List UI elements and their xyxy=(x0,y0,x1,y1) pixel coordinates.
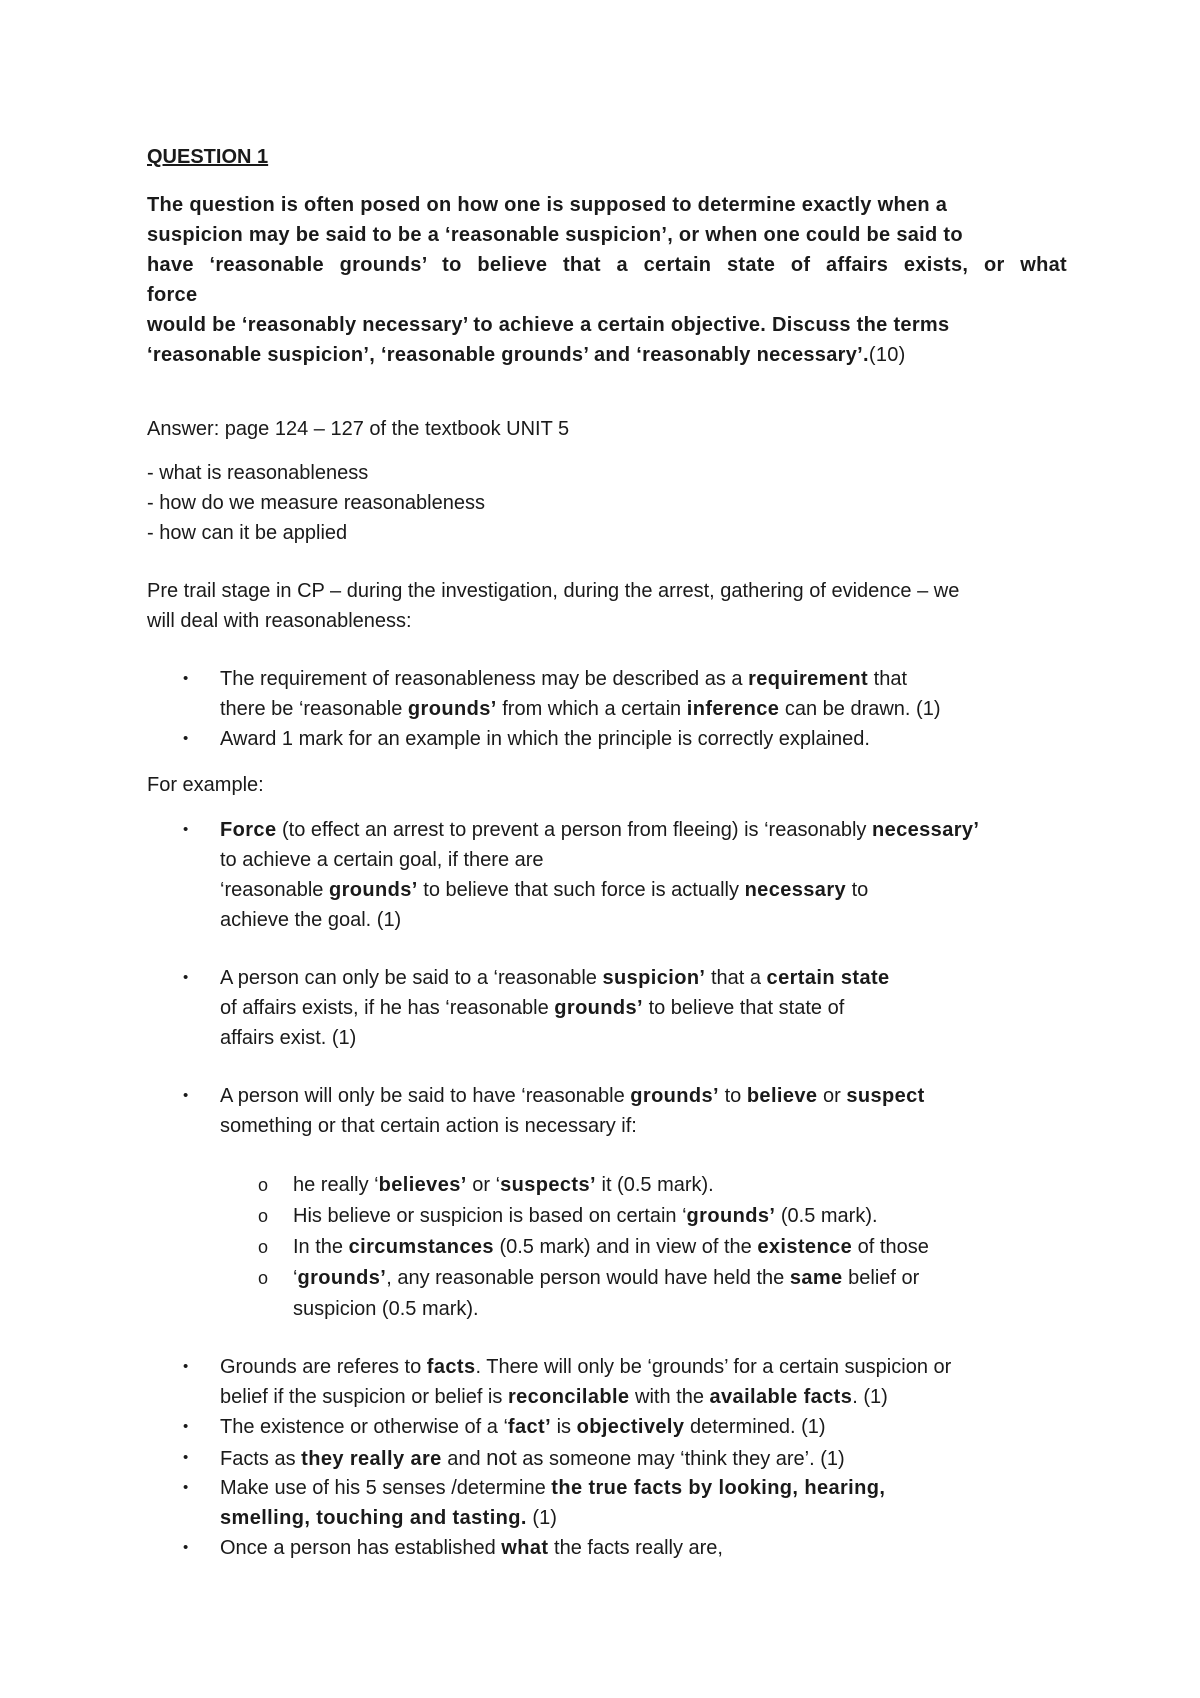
bullet-text: The existence or otherwise of a ‘fact’ is objectively determined. (1) xyxy=(220,1416,826,1438)
bullet-icon: • xyxy=(183,1479,189,1496)
bullet-icon: • xyxy=(183,670,189,687)
bullet-text: The requirement of reasonableness may be described as a requirement that xyxy=(220,668,907,690)
question-line: have ‘reasonable grounds’ to believe that a certain state of affairs exists, or what xyxy=(147,254,1067,276)
sub-bullet-text: His believe or suspicion is based on certain ‘grounds’ (0.5 mark). xyxy=(293,1205,878,1227)
intro-line: will deal with reasonableness: xyxy=(147,610,412,632)
bullet-icon: • xyxy=(183,969,189,986)
bullet-icon: • xyxy=(183,1449,189,1466)
bullet-icon: • xyxy=(183,1358,189,1375)
bullet-text: ‘reasonable grounds’ to believe that such force is actually necessary to xyxy=(220,879,869,901)
intro-line: Pre trail stage in CP – during the investigation, during the arrest, gathering of evidence – we xyxy=(147,580,960,602)
bullet-text: Grounds are referes to facts. There will only be ‘grounds’ for a certain suspicion or xyxy=(220,1356,952,1378)
bullet-icon: • xyxy=(183,1087,189,1104)
bullet-icon: • xyxy=(183,1539,189,1556)
sub-bullet-text: suspicion (0.5 mark). xyxy=(293,1298,479,1320)
bullet-icon: • xyxy=(183,1418,189,1435)
circle-bullet-icon: o xyxy=(258,1237,269,1257)
question-line: would be ‘reasonably necessary’ to achieve a certain objective. Discuss the terms xyxy=(147,314,950,336)
question-marks: (10) xyxy=(868,344,906,366)
bullet-text: A person will only be said to have ‘reasonable grounds’ to believe or suspect xyxy=(220,1085,925,1107)
bullet-icon: • xyxy=(183,821,189,838)
question-line: The question is often posed on how one is supposed to determine exactly when a xyxy=(147,194,948,216)
bullet-text: something or that certain action is necessary if: xyxy=(220,1115,637,1137)
bullet-text: Make use of his 5 senses /determine the true facts by looking, hearing, xyxy=(220,1477,886,1499)
bullet-text: A person can only be said to a ‘reasonable suspicion’ that a certain state xyxy=(220,967,890,989)
bullet-text: there be ‘reasonable grounds’ from which a certain inference can be drawn. (1) xyxy=(220,698,941,720)
bullet-icon: • xyxy=(183,730,189,747)
question-line: force xyxy=(147,284,198,306)
dash-item: - what is reasonableness xyxy=(147,462,369,484)
dash-item: - how do we measure reasonableness xyxy=(147,492,485,514)
bullet-text: smelling, touching and tasting. (1) xyxy=(220,1507,557,1529)
bullet-text: of affairs exists, if he has ‘reasonable grounds’ to believe that state of xyxy=(220,997,845,1019)
answer-reference: Answer: page 124 – 127 of the textbook UNIT 5 xyxy=(147,418,570,440)
sub-bullet-text: he really ‘believes’ or ‘suspects’ it (0.5 mark). xyxy=(293,1174,714,1196)
bullet-text: Once a person has established what the facts really are, xyxy=(220,1537,723,1559)
question-line: ‘reasonable suspicion’, ‘reasonable grounds’ and ‘reasonably necessary’.(10) xyxy=(147,344,906,366)
bullet-text: Award 1 mark for an example in which the principle is correctly explained. xyxy=(220,728,870,750)
bullet-text: affairs exist. (1) xyxy=(220,1027,357,1049)
circle-bullet-icon: o xyxy=(258,1206,269,1226)
question-line: suspicion may be said to be a ‘reasonable suspicion’, or when one could be said to xyxy=(147,224,963,246)
bullet-text: Facts as they really are and not as someone may ‘think they are’. (1) xyxy=(220,1445,845,1470)
bullet-text: belief if the suspicion or belief is reconcilable with the available facts. (1) xyxy=(220,1386,888,1408)
bullet-text: Force (to effect an arrest to prevent a person from fleeing) is ‘reasonably necessary’ xyxy=(220,819,980,841)
dash-item: - how can it be applied xyxy=(147,522,348,544)
question-text xyxy=(147,190,1067,370)
sub-bullet-text: ‘grounds’, any reasonable person would have held the same belief or xyxy=(293,1267,920,1289)
sub-bullet-text: In the circumstances (0.5 mark) and in view of the existence of those xyxy=(293,1236,929,1258)
circle-bullet-icon: o xyxy=(258,1268,269,1288)
bullet-text: achieve the goal. (1) xyxy=(220,909,402,931)
for-example-label: For example: xyxy=(147,774,264,796)
bullet-text: to achieve a certain goal, if there are xyxy=(220,849,544,871)
circle-bullet-icon: o xyxy=(258,1175,269,1195)
question-heading: QUESTION 1 xyxy=(147,146,269,168)
